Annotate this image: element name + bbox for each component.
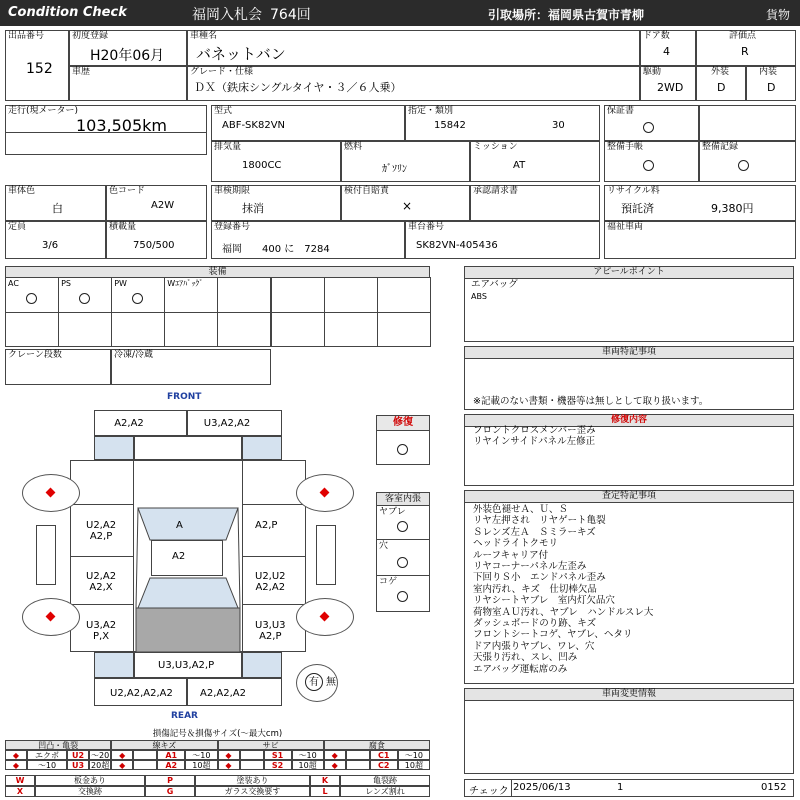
check-bar bbox=[464, 779, 794, 797]
recycle-box bbox=[604, 185, 796, 221]
chassis-label: 車台番号 bbox=[408, 222, 445, 232]
legend-code: U3 bbox=[67, 760, 89, 770]
legend-letter-desc: ガラス交換要す bbox=[195, 786, 310, 797]
load-label: 積載量 bbox=[109, 222, 137, 232]
inspection-note-line: リヤコーナーパネル左歪み bbox=[473, 561, 587, 572]
spare-yes-text: 有 bbox=[309, 677, 319, 688]
legend-group-header: 腐食 bbox=[324, 740, 430, 750]
inspection-note-line: ヘッドライトクモリ bbox=[473, 538, 559, 550]
repair-detail-line-2: リヤインサイドパネル左修正 bbox=[473, 436, 596, 447]
approval-label: 承認請求書 bbox=[473, 186, 519, 196]
displacement-box bbox=[211, 141, 341, 182]
capacity-value: 3/6 bbox=[42, 240, 59, 251]
legend-red-marker: ◆ bbox=[111, 750, 133, 760]
legend-letter: G bbox=[145, 786, 195, 797]
legend-size: 〜10 bbox=[185, 750, 217, 760]
drive-value: 2WD bbox=[657, 81, 684, 94]
legend-title: 損傷記号＆損傷サイズ(〜最大cm) bbox=[152, 729, 283, 739]
grade-label: グレード・仕様 bbox=[190, 67, 254, 77]
legend-size: 10超 bbox=[398, 760, 430, 770]
legend-letter: W bbox=[5, 775, 35, 786]
legend-letter-desc: 亀裂跡 bbox=[340, 775, 430, 786]
auto-tax-box bbox=[341, 185, 470, 221]
warranty-mark bbox=[643, 122, 654, 133]
fuel-value: ｶﾞｿﾘﾝ bbox=[382, 164, 407, 175]
transmission-box bbox=[470, 141, 600, 182]
type-code-value: ABF-SK82VN bbox=[222, 120, 286, 131]
equipment-cell bbox=[271, 312, 325, 348]
interior-value: D bbox=[767, 81, 776, 94]
legend-desc bbox=[346, 750, 370, 760]
doors-value: 4 bbox=[663, 45, 670, 58]
mileage-box bbox=[5, 105, 207, 155]
spare-none-text: 無 bbox=[326, 677, 336, 688]
legend-size: 10超 bbox=[292, 760, 324, 770]
displacement-value: 1800CC bbox=[242, 160, 282, 171]
transmission-value: AT bbox=[513, 160, 526, 171]
manual-label: 整備手帳 bbox=[607, 142, 644, 152]
equipment-mark bbox=[132, 293, 143, 304]
legend-size: 〜10 bbox=[398, 750, 430, 760]
vehicle-category: 貨物 bbox=[766, 8, 791, 22]
capacity-label: 定員 bbox=[8, 222, 27, 232]
legend-desc: 〜10 bbox=[27, 760, 67, 770]
equipment-cell bbox=[271, 277, 325, 313]
cabin-hole-label: 穴 bbox=[379, 541, 389, 551]
left-slide-door-text: U2,A2 A2,X bbox=[86, 571, 117, 593]
model-value: バネットバン bbox=[196, 45, 286, 63]
rear-bumper-right-text: A2,A2,A2 bbox=[200, 688, 246, 699]
recycle-status: 預託済 bbox=[621, 202, 654, 215]
displacement-label: 排気量 bbox=[214, 142, 242, 152]
warranty-extra-box bbox=[699, 105, 796, 141]
equipment-label: Wｴｱﾊﾞｯｸﾞ bbox=[167, 279, 204, 288]
rear-gate-text: U3,U3,A2,P bbox=[158, 660, 215, 671]
lot-number-value: 152 bbox=[26, 61, 53, 77]
appeal-line-2: ABS bbox=[471, 292, 487, 301]
approval-box bbox=[470, 185, 600, 221]
front-bumper-right-text: U3,A2,A2 bbox=[203, 418, 251, 429]
exterior-value: D bbox=[717, 81, 726, 94]
check-number: 1 bbox=[617, 782, 624, 793]
chassis-box bbox=[405, 221, 600, 259]
check-date: 2025/06/13 bbox=[513, 782, 571, 793]
capacity-box bbox=[5, 221, 106, 259]
auction-session: 764回 bbox=[270, 7, 311, 23]
score-label: 評価点 bbox=[729, 31, 757, 41]
equipment-cell bbox=[217, 277, 271, 313]
designation-box bbox=[405, 105, 600, 141]
drive-label: 駆動 bbox=[643, 67, 662, 77]
auto-tax-label: 検付自賠責 bbox=[344, 186, 390, 196]
front-corner-right bbox=[242, 436, 282, 460]
lot-number-box bbox=[5, 30, 69, 101]
legend-letter-desc: レンズ割れ bbox=[340, 786, 430, 797]
legend-letter-desc: 板金あり bbox=[35, 775, 145, 786]
change-title: 車両変更情報 bbox=[465, 689, 793, 701]
first-reg-box bbox=[69, 30, 187, 66]
inspection-note-line: リヤ左押され リヤゲート亀裂 bbox=[473, 515, 606, 527]
first-reg-value: H20年06月 bbox=[90, 48, 165, 64]
equipment-cell bbox=[5, 277, 59, 313]
equipment-cell bbox=[5, 312, 59, 348]
cabin-hole-mark bbox=[397, 557, 408, 568]
special-panel bbox=[464, 346, 794, 410]
equipment-cell bbox=[377, 277, 431, 313]
equipment-cell bbox=[164, 312, 218, 348]
type-code-box bbox=[211, 105, 405, 141]
legend-group-header: 線キズ bbox=[111, 740, 217, 750]
legend-code: C2 bbox=[370, 760, 398, 770]
auction-name: 福岡入札会 bbox=[192, 7, 262, 23]
designation-value: 15842 bbox=[434, 120, 466, 131]
inspection-note-line: ダッシュボードのり跡、キズ bbox=[473, 618, 597, 629]
appeal-title: アピールポイント bbox=[465, 267, 793, 279]
legend-red-marker: ◆ bbox=[111, 760, 133, 770]
inspection-notes-title: 査定特記事項 bbox=[465, 491, 793, 503]
type-code-label: 型式 bbox=[214, 106, 233, 116]
drive-box bbox=[640, 66, 696, 101]
repair-detail-line-1: フロントクロスメンバー歪み bbox=[473, 425, 596, 436]
legend-code: S2 bbox=[264, 760, 292, 770]
cabin-tear-label: ヤブレ bbox=[379, 507, 406, 517]
legend-size: 〜10 bbox=[292, 750, 324, 760]
score-value: R bbox=[741, 45, 749, 58]
legend-code: U2 bbox=[67, 750, 89, 760]
legend-desc bbox=[346, 760, 370, 770]
inspection-note-line: 外装色褪せＡ、Ｕ、Ｓ bbox=[473, 504, 569, 515]
check-code: 0152 bbox=[761, 782, 787, 793]
interior-label: 内装 bbox=[759, 67, 778, 77]
roof-panel bbox=[151, 540, 223, 576]
rear-corner-right bbox=[242, 652, 282, 678]
history-box bbox=[69, 66, 187, 101]
brand-title: Condition Check bbox=[8, 5, 127, 20]
model-box bbox=[187, 30, 640, 66]
exterior-label: 外装 bbox=[711, 67, 730, 77]
transmission-label: ミッション bbox=[473, 142, 518, 152]
legend-code: A2 bbox=[157, 760, 185, 770]
freezer-label: 冷凍/冷蔵 bbox=[114, 350, 154, 360]
legend-size: 10超 bbox=[185, 760, 217, 770]
appeal-line-1: エアバッグ bbox=[471, 279, 518, 290]
inspection-notes-panel bbox=[464, 490, 794, 684]
hood-text: A bbox=[176, 520, 183, 531]
exterior-box bbox=[696, 66, 746, 101]
manual-mark bbox=[643, 160, 654, 171]
repair-detail-title: 修復内容 bbox=[465, 415, 793, 427]
legend-letter-desc: 交換跡 bbox=[35, 786, 145, 797]
legend-desc bbox=[133, 760, 157, 770]
manual-box bbox=[604, 141, 699, 182]
legend-red-marker: ◆ bbox=[5, 760, 27, 770]
record-mark bbox=[738, 160, 749, 171]
welfare-box bbox=[604, 221, 796, 259]
class-number-value: 30 bbox=[552, 120, 565, 131]
equipment-cell bbox=[217, 312, 271, 348]
right-rear-text: U3,U3 A2,P bbox=[255, 620, 286, 642]
legend-letter-desc: 塗装あり bbox=[195, 775, 310, 786]
inspection-note-line: リヤシートヤブレ 室内灯欠品穴 bbox=[473, 595, 615, 607]
check-label: チェック bbox=[469, 786, 509, 797]
mileage-label: 走行(現メーター) bbox=[8, 106, 79, 116]
color-code-value: A2W bbox=[151, 200, 175, 211]
equipment-cell bbox=[324, 312, 378, 348]
mileage-value: 103,505km bbox=[76, 116, 168, 135]
record-box bbox=[699, 141, 796, 182]
legend-red-marker: ◆ bbox=[218, 750, 240, 760]
repair-title: 修復 bbox=[377, 416, 429, 431]
first-reg-label: 初度登録 bbox=[72, 31, 109, 41]
load-box bbox=[106, 221, 207, 259]
legend-red-marker: ◆ bbox=[324, 760, 346, 770]
color-code-label: 色コード bbox=[109, 186, 146, 196]
welfare-label: 福祉車両 bbox=[607, 222, 644, 232]
inspection-note-line: ルーフキャリア付 bbox=[473, 549, 549, 561]
appeal-panel bbox=[464, 266, 794, 342]
cabin-burn-mark bbox=[397, 591, 408, 602]
cabin-burn-label: コゲ bbox=[379, 577, 398, 587]
grade-box bbox=[187, 66, 640, 101]
warranty-box bbox=[604, 105, 699, 141]
equipment-cell bbox=[111, 277, 165, 313]
left-rear-text: U3,A2 P,X bbox=[86, 620, 117, 642]
lot-number-label: 出品番号 bbox=[8, 31, 45, 41]
inspection-note-line: 天張り汚れ、スレ、凹み bbox=[473, 652, 578, 664]
equipment-mark bbox=[26, 293, 37, 304]
front-panel-center bbox=[134, 436, 242, 460]
model-label: 車種名 bbox=[190, 31, 218, 41]
special-note: ※記載のない書類・機器等は無しとして取り扱います。 bbox=[473, 396, 709, 407]
grade-value: ＤＸ（鉄床シングルタイヤ・３／６人乗） bbox=[194, 81, 402, 94]
roof-text: A2 bbox=[172, 551, 186, 562]
pickup-location: 引取場所：福岡県古賀市青柳 bbox=[488, 8, 645, 22]
equipment-label: AC bbox=[8, 279, 19, 288]
inspection-box bbox=[211, 185, 341, 221]
fuel-box bbox=[341, 141, 470, 182]
legend-desc bbox=[133, 750, 157, 760]
rear-bumper-left-text: U2,A2,A2,A2 bbox=[110, 688, 173, 699]
doors-label: ドア数 bbox=[643, 31, 670, 41]
legend-size: 20超 bbox=[89, 760, 111, 770]
equipment-title: 装備 bbox=[6, 267, 429, 279]
legend-desc bbox=[240, 750, 264, 760]
recycle-label: リサイクル料 bbox=[607, 186, 660, 196]
legend-red-marker: ◆ bbox=[218, 760, 240, 770]
cabin-box bbox=[376, 492, 430, 612]
equipment-cell bbox=[377, 312, 431, 348]
repair-mark bbox=[397, 444, 408, 455]
inspection-note-line: 荷物室ＡＵ汚れ、ヤブレ ハンドルスレ大 bbox=[473, 606, 654, 618]
inspection-note-line: Ｓレンズ左Ａ Ｓミラーキズ bbox=[473, 526, 596, 538]
crane-label: クレーン段数 bbox=[8, 350, 62, 360]
history-label: 車歴 bbox=[72, 67, 91, 77]
legend-letter: P bbox=[145, 775, 195, 786]
interior-box bbox=[746, 66, 796, 101]
inspection-note-line: 室内汚れ、キズ 仕切棒欠品 bbox=[473, 583, 597, 595]
inspection-label: 車検期限 bbox=[214, 186, 251, 196]
legend-group-header: サビ bbox=[218, 740, 324, 750]
equipment-label: PW bbox=[114, 279, 127, 288]
plate-value: 福岡 400 に 7284 bbox=[222, 244, 330, 255]
body-color-label: 車体色 bbox=[8, 186, 36, 196]
special-title: 車両特記事項 bbox=[465, 347, 793, 359]
rear-corner-left bbox=[94, 652, 134, 678]
inspection-note-line: エアバッグ運転席のみ bbox=[473, 663, 568, 675]
legend-red-marker: ◆ bbox=[5, 750, 27, 760]
load-value: 750/500 bbox=[133, 240, 175, 251]
inspection-value: 抹消 bbox=[242, 202, 264, 215]
legend-group-header: 凹凸・亀裂 bbox=[5, 740, 111, 750]
equipment-cell bbox=[58, 277, 112, 313]
legend-code: A1 bbox=[157, 750, 185, 760]
inspection-note-line: 下回りＳ小 エンドパネル歪み bbox=[473, 572, 606, 584]
left-mirror bbox=[36, 525, 56, 585]
fuel-label: 燃料 bbox=[344, 142, 363, 152]
right-mirror bbox=[316, 525, 336, 585]
recycle-fee: 9,380円 bbox=[711, 202, 754, 215]
equipment-cell bbox=[164, 277, 218, 313]
plate-label: 登録番号 bbox=[214, 222, 251, 232]
legend-desc: エクボ bbox=[27, 750, 67, 760]
legend-size: 〜20 bbox=[89, 750, 111, 760]
legend-letter: X bbox=[5, 786, 35, 797]
plate-box bbox=[211, 221, 405, 259]
cabin-tear-mark bbox=[397, 521, 408, 532]
legend-letter: K bbox=[310, 775, 340, 786]
legend-desc bbox=[240, 760, 264, 770]
equipment-mark bbox=[79, 293, 90, 304]
front-bumper-left-text: A2,A2 bbox=[114, 418, 144, 429]
right-slide-door-text: U2,U2 A2,A2 bbox=[255, 571, 286, 593]
legend-red-marker: ◆ bbox=[324, 750, 346, 760]
freezer-box bbox=[111, 349, 271, 385]
inspection-note-line: ドア内張りヤブレ、ワレ、穴 bbox=[473, 640, 595, 652]
right-front-door-text: A2,P bbox=[255, 520, 278, 531]
equipment-cell bbox=[58, 312, 112, 348]
legend-letter: L bbox=[310, 786, 340, 797]
left-front-door-text: U2,A2 A2,P bbox=[86, 520, 117, 542]
record-label: 整備記録 bbox=[702, 142, 739, 152]
legend-code: C1 bbox=[370, 750, 398, 760]
crane-box bbox=[5, 349, 111, 385]
body-color-value: 白 bbox=[52, 202, 63, 215]
repair-box bbox=[376, 415, 430, 465]
front-label: FRONT bbox=[167, 392, 202, 402]
inspection-note-line: フロントシートコゲ、ヤブレ、ヘタリ bbox=[473, 629, 633, 641]
color-code-box bbox=[106, 185, 207, 221]
cabin-title: 客室内張 bbox=[377, 493, 429, 506]
change-panel bbox=[464, 688, 794, 774]
score-box bbox=[696, 30, 796, 66]
rear-label: REAR bbox=[171, 711, 198, 721]
repair-detail-panel bbox=[464, 414, 794, 486]
auto-tax-value: × bbox=[402, 199, 413, 213]
front-corner-left bbox=[94, 436, 134, 460]
warranty-label: 保証書 bbox=[607, 106, 635, 116]
doors-box bbox=[640, 30, 696, 66]
legend-code: S1 bbox=[264, 750, 292, 760]
equipment-label: PS bbox=[61, 279, 71, 288]
designation-label: 指定・類別 bbox=[408, 106, 454, 116]
equipment-cell bbox=[324, 277, 378, 313]
chassis-value: SK82VN-405436 bbox=[416, 240, 498, 251]
body-color-box bbox=[5, 185, 106, 221]
header-bar bbox=[0, 0, 800, 26]
equipment-cell bbox=[111, 312, 165, 348]
